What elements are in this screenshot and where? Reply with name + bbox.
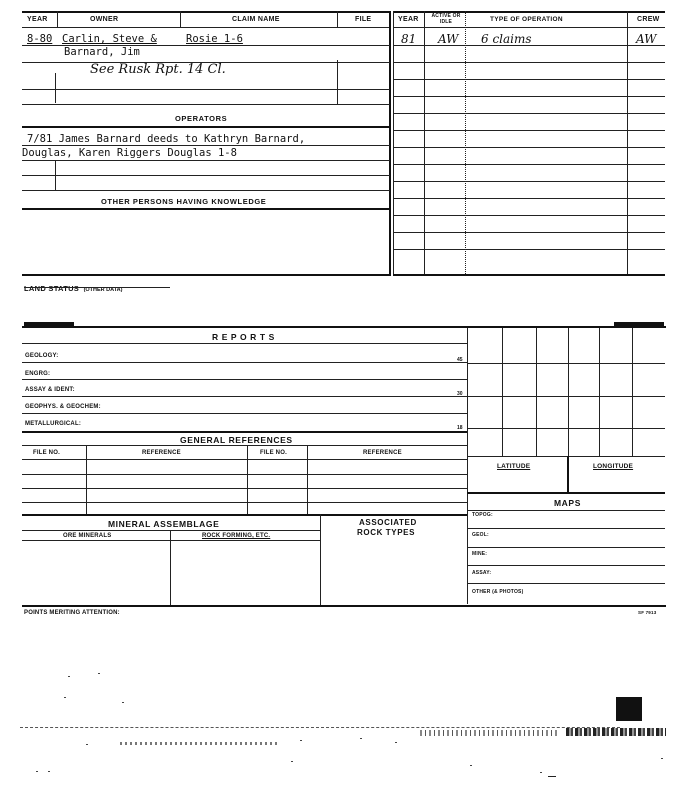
map-topog: TOPOG:	[472, 512, 493, 518]
owner-line1: Carlin, Steve &	[62, 33, 157, 45]
report-geology: GEOLOGY:	[25, 353, 59, 359]
map-assay: ASSAY:	[472, 570, 492, 576]
header-owner: OWNER	[90, 16, 119, 23]
map-geol: GEOL:	[472, 532, 489, 538]
gr-col-file2: FILE NO.	[260, 450, 287, 456]
maps-title: MAPS	[554, 498, 581, 508]
header-file: FILE	[355, 16, 372, 23]
owner-line2: Barnard, Jim	[64, 46, 140, 58]
operation-crew: AW	[636, 32, 657, 46]
header-type-operation: TYPE OF OPERATION	[490, 16, 563, 23]
owner-year: 8-80	[27, 33, 53, 45]
header-claim-name: CLAIM NAME	[232, 16, 280, 23]
rock-forming: ROCK FORMING, ETC.	[202, 533, 271, 539]
gr-col-file1: FILE NO.	[33, 450, 60, 456]
operation-year: 81	[401, 32, 417, 46]
handwritten-note: See Rusk Rpt. 14 Cl.	[90, 62, 226, 77]
report-geophys: GEOPHYS. & GEOCHEM:	[25, 404, 101, 410]
report-geology-num: 45	[457, 357, 463, 363]
latitude-label: LATITUDE	[497, 463, 531, 470]
operation-type: 6 claims	[481, 32, 532, 46]
reports-title: R E P O R T S	[212, 332, 275, 342]
gr-col-ref2: REFERENCE	[363, 450, 402, 456]
longitude-label: LONGITUDE	[593, 463, 634, 470]
report-metallurgical-num: 18	[457, 425, 463, 431]
points-meriting-attention: POINTS MERITING ATTENTION:	[24, 610, 120, 616]
land-status-label: LAND STATUS	[24, 284, 80, 293]
report-engrg: ENGRG:	[25, 371, 51, 377]
map-mine: MINE:	[472, 551, 488, 557]
land-status-sub: (OTHER DATA)	[83, 287, 123, 293]
mineral-assemblage-title: MINERAL ASSEMBLAGE	[108, 519, 220, 529]
header-crew: CREW	[637, 16, 660, 23]
general-references-title: GENERAL REFERENCES	[180, 435, 293, 445]
other-persons-title: OTHER PERSONS HAVING KNOWLEDGE	[101, 197, 267, 206]
header-year-right: YEAR	[398, 16, 419, 23]
header-year: YEAR	[27, 16, 48, 23]
header-active-idle: ACTIVE OR IDLE	[431, 13, 461, 25]
form-number: SF 7913	[638, 610, 657, 615]
operation-active: AW	[438, 32, 459, 46]
claim-name-value: Rosie 1-6	[186, 33, 243, 45]
report-assay-num: 30	[457, 391, 463, 397]
operators-line1: 7/81 James Barnard deeds to Kathryn Barnard,	[27, 133, 306, 145]
report-metallurgical: METALLURGICAL:	[25, 421, 82, 427]
assoc-rock-1: ASSOCIATED	[359, 518, 417, 527]
gr-col-ref1: REFERENCE	[142, 450, 181, 456]
operators-line2: Douglas, Karen Riggers Douglas 1-8	[22, 147, 237, 159]
map-other: OTHER (& PHOTOS)	[472, 589, 524, 595]
assoc-rock-2: ROCK TYPES	[357, 528, 416, 537]
ore-minerals: ORE MINERALS	[63, 533, 112, 539]
operators-title: OPERATORS	[175, 114, 228, 123]
report-assay: ASSAY & IDENT:	[25, 387, 75, 393]
